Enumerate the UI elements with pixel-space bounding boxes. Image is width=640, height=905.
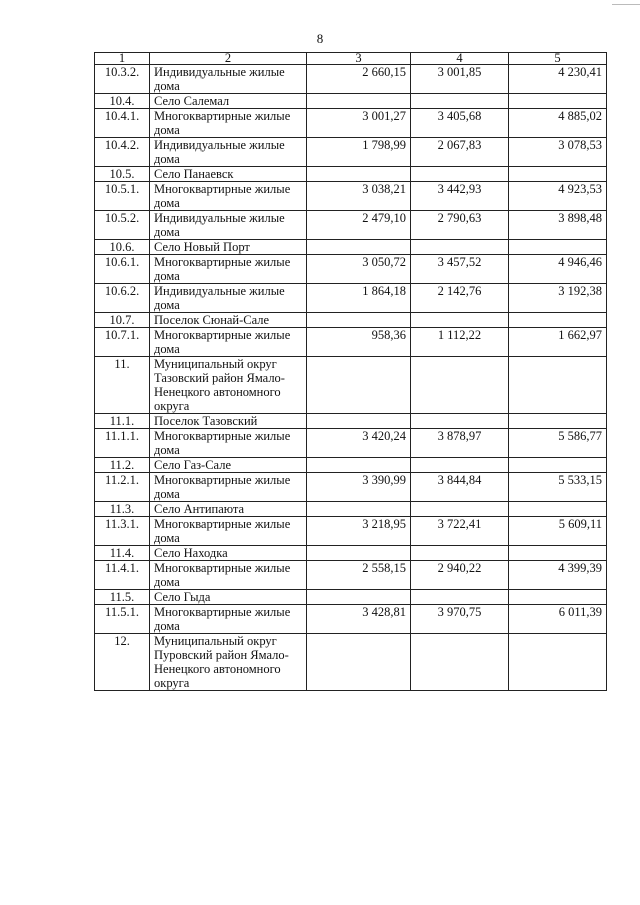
row-value-col3 [307,502,411,517]
row-number: 11.2.1. [95,473,150,502]
row-number: 10.4.2. [95,138,150,167]
row-value-col5: 3 078,53 [509,138,607,167]
row-value-col5 [509,590,607,605]
row-number: 11.3.1. [95,517,150,546]
row-value-col4: 2 142,76 [411,284,509,313]
row-name: Многоквартирные жилые дома [150,605,307,634]
row-number: 11. [95,357,150,414]
row-value-col5 [509,634,607,691]
row-value-col4: 3 457,52 [411,255,509,284]
row-name: Многоквартирные жилые дома [150,473,307,502]
row-number: 11.4.1. [95,561,150,590]
row-value-col5: 5 609,11 [509,517,607,546]
row-name: Многоквартирные жилые дома [150,429,307,458]
table-row [95,517,607,546]
row-number: 10.6.1. [95,255,150,284]
table-row [95,546,607,561]
page-number: 8 [316,31,324,46]
row-value-col5 [509,458,607,473]
table-row [95,357,607,414]
row-value-col4: 2 067,83 [411,138,509,167]
row-name: Индивидуальные жилые дома [150,138,307,167]
row-value-col5: 4 923,53 [509,182,607,211]
row-name: Село Гыда [150,590,307,605]
row-value-col5 [509,313,607,328]
row-value-col4: 3 442,93 [411,182,509,211]
table-row [95,502,607,517]
column-header-1: 1 [95,53,150,65]
row-name: Муниципальный округ Пуровский район Ямало-Ненецкого автономного округа [150,634,307,691]
row-value-col5: 4 946,46 [509,255,607,284]
row-name: Село Находка [150,546,307,561]
row-name: Многоквартирные жилые дома [150,328,307,357]
row-name: Многоквартирные жилые дома [150,561,307,590]
row-value-col4 [411,414,509,429]
row-value-col3: 958,36 [307,328,411,357]
row-value-col4: 3 405,68 [411,109,509,138]
table-row [95,138,607,167]
table-row [95,109,607,138]
row-number: 10.5.2. [95,211,150,240]
row-value-col4 [411,502,509,517]
row-number: 10.4. [95,94,150,109]
row-value-col5 [509,240,607,255]
table-row [95,605,607,634]
row-value-col5: 4 230,41 [509,65,607,94]
row-number: 10.7.1. [95,328,150,357]
row-number: 11.1.1. [95,429,150,458]
row-name: Поселок Тазовский [150,414,307,429]
row-value-col3: 1 864,18 [307,284,411,313]
table-header-row [95,53,607,65]
row-value-col3: 3 420,24 [307,429,411,458]
row-value-col4 [411,357,509,414]
row-value-col3 [307,357,411,414]
row-value-col5: 5 586,77 [509,429,607,458]
row-value-col5 [509,357,607,414]
row-name: Многоквартирные жилые дома [150,109,307,138]
row-name: Село Новый Порт [150,240,307,255]
row-name: Село Газ-Сале [150,458,307,473]
table-row [95,458,607,473]
row-value-col3: 3 218,95 [307,517,411,546]
table-row [95,561,607,590]
row-value-col4 [411,634,509,691]
row-value-col3: 3 050,72 [307,255,411,284]
row-name: Многоквартирные жилые дома [150,182,307,211]
row-name: Индивидуальные жилые дома [150,211,307,240]
column-header-2: 2 [150,53,307,65]
row-name: Поселок Сюнай-Сале [150,313,307,328]
row-value-col5: 6 011,39 [509,605,607,634]
row-value-col5: 3 192,38 [509,284,607,313]
row-value-col4: 3 844,84 [411,473,509,502]
row-name: Многоквартирные жилые дома [150,255,307,284]
row-value-col3: 2 479,10 [307,211,411,240]
table-row [95,590,607,605]
row-value-col4 [411,590,509,605]
row-name: Индивидуальные жилые дома [150,65,307,94]
row-number: 10.7. [95,313,150,328]
row-value-col4 [411,313,509,328]
row-value-col3 [307,313,411,328]
row-value-col5: 1 662,97 [509,328,607,357]
row-value-col4 [411,94,509,109]
row-value-col4: 3 722,41 [411,517,509,546]
row-name: Село Салемал [150,94,307,109]
row-value-col5: 3 898,48 [509,211,607,240]
row-value-col4: 3 970,75 [411,605,509,634]
row-value-col5 [509,167,607,182]
row-number: 11.4. [95,546,150,561]
row-value-col4 [411,458,509,473]
row-number: 11.5.1. [95,605,150,634]
row-value-col5: 4 885,02 [509,109,607,138]
table-row [95,94,607,109]
row-value-col3: 3 390,99 [307,473,411,502]
row-number: 10.5.1. [95,182,150,211]
row-name: Село Антипаюта [150,502,307,517]
row-number: 11.1. [95,414,150,429]
row-value-col5 [509,546,607,561]
row-value-col3 [307,546,411,561]
table-row [95,211,607,240]
row-name: Индивидуальные жилые дома [150,284,307,313]
tariff-table [94,52,607,691]
row-value-col5 [509,94,607,109]
row-value-col3: 3 038,21 [307,182,411,211]
table-row [95,429,607,458]
row-value-col3 [307,634,411,691]
row-value-col4: 3 001,85 [411,65,509,94]
row-number: 12. [95,634,150,691]
row-name: Многоквартирные жилые дома [150,517,307,546]
table-row [95,255,607,284]
row-number: 11.3. [95,502,150,517]
row-value-col3 [307,590,411,605]
table-row [95,240,607,255]
row-value-col3: 3 001,27 [307,109,411,138]
table-row [95,414,607,429]
table-row [95,65,607,94]
row-value-col3 [307,458,411,473]
row-value-col4 [411,167,509,182]
row-number: 10.4.1. [95,109,150,138]
row-number: 11.5. [95,590,150,605]
row-value-col4 [411,546,509,561]
row-number: 11.2. [95,458,150,473]
row-value-col5: 5 533,15 [509,473,607,502]
row-value-col3 [307,240,411,255]
scan-edge-mark [612,4,640,5]
column-header-3: 3 [307,53,411,65]
row-number: 10.3.2. [95,65,150,94]
row-number: 10.6.2. [95,284,150,313]
row-value-col4 [411,240,509,255]
row-value-col4: 1 112,22 [411,328,509,357]
table-row [95,313,607,328]
column-header-4: 4 [411,53,509,65]
row-value-col3 [307,167,411,182]
row-value-col3: 2 558,15 [307,561,411,590]
table-row [95,167,607,182]
row-value-col5: 4 399,39 [509,561,607,590]
row-value-col3 [307,414,411,429]
row-value-col3: 2 660,15 [307,65,411,94]
table-row [95,284,607,313]
row-value-col4: 2 790,63 [411,211,509,240]
row-name: Село Панаевск [150,167,307,182]
table-row [95,634,607,691]
row-value-col5 [509,414,607,429]
row-value-col4: 2 940,22 [411,561,509,590]
row-number: 10.6. [95,240,150,255]
row-value-col3: 3 428,81 [307,605,411,634]
row-value-col5 [509,502,607,517]
row-number: 10.5. [95,167,150,182]
row-value-col3: 1 798,99 [307,138,411,167]
table-row [95,328,607,357]
row-value-col4: 3 878,97 [411,429,509,458]
table-row [95,182,607,211]
row-name: Муниципальный округ Тазовский район Ямало-Ненецкого автономного округа [150,357,307,414]
column-header-5: 5 [509,53,607,65]
row-value-col3 [307,94,411,109]
table-row [95,473,607,502]
